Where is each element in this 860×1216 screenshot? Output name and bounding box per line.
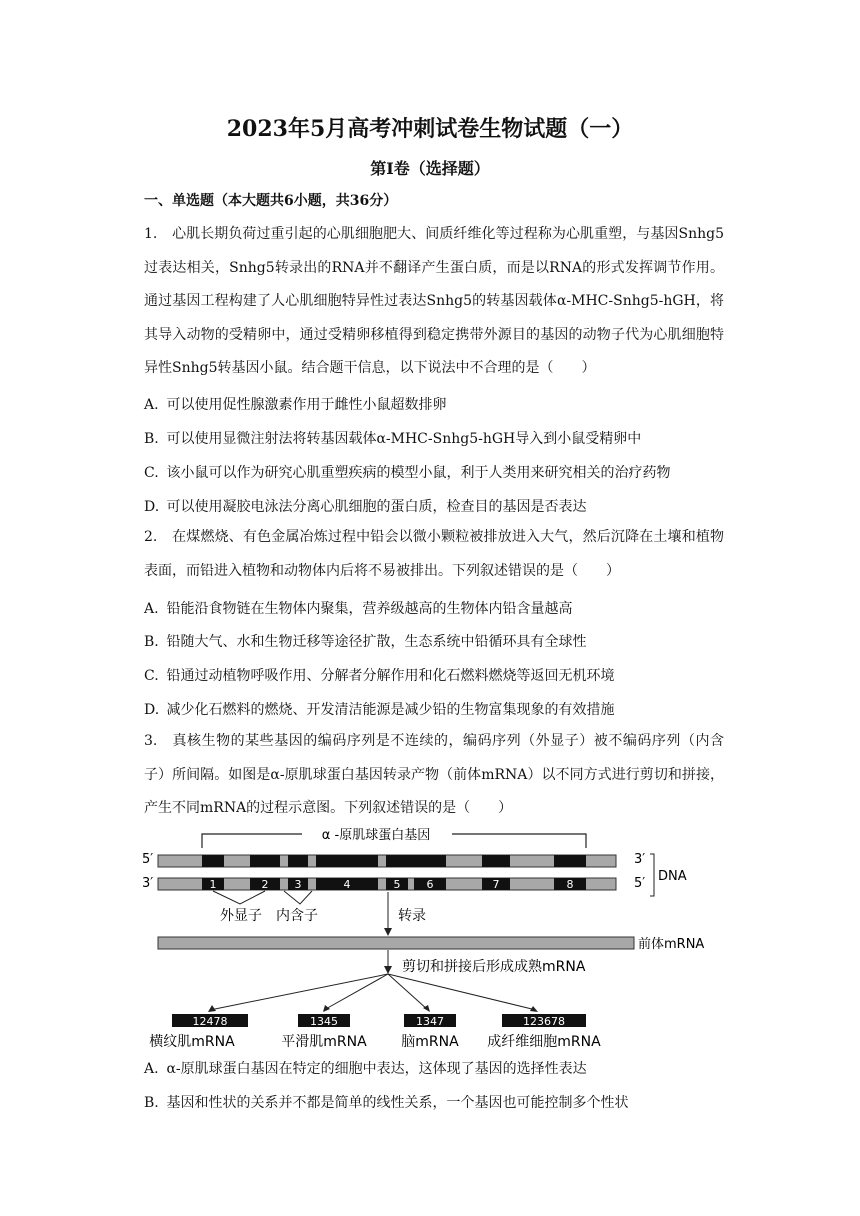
question-1-option-b	[144, 428, 724, 448]
pre-mrna-label: 前体mRNA	[638, 937, 705, 952]
option-letter: C.	[144, 465, 159, 481]
exon-block	[554, 855, 586, 867]
branch-arrow	[324, 974, 388, 1010]
mrna-code: 1347	[416, 1015, 444, 1028]
exon-block	[316, 855, 378, 867]
question-number: 2.	[144, 529, 158, 545]
pre-mrna-strand	[158, 937, 634, 949]
intron-label: 内含子	[276, 908, 318, 924]
splicing-diagram	[140, 824, 740, 1056]
question-2-stem	[144, 521, 724, 588]
exon-block	[202, 855, 224, 867]
arrow-head-icon	[384, 966, 392, 974]
transcription-label: 转录	[398, 908, 426, 924]
question-1-stem	[144, 218, 724, 386]
branch-arrow	[388, 974, 428, 1010]
exon-pointer	[213, 891, 265, 904]
option-letter: D.	[144, 499, 160, 515]
option-letter: C.	[144, 668, 159, 684]
question-text: 心肌长期负荷过重引起的心肌细胞肥大、间质纤维化等过程称为心肌重塑，与基因Snhg5过表达相关，Snhg5转录出的RNA并不翻译产生蛋白质，而是以RNA的形式发挥调节作用。通过基因工程构建了人心肌细胞特异性过表达Snhg5的转基因载体α-MHC-Snhg5-hGH，将其导入动物的受精卵中，通过受精卵移植得到稳定携带外源目的基因的动物子代为心肌细胞特异性Snhg5转基因小鼠。结合题干信息，以下说法中不合理的是（ ）	[144, 226, 724, 377]
page-title: 2023年5月高考冲刺试卷生物试题（一）	[226, 116, 634, 142]
option-letter: A.	[144, 1061, 159, 1077]
mrna-name: 成纤维细胞mRNA	[487, 1034, 601, 1050]
exon-block	[482, 855, 510, 867]
dna-label: DNA	[658, 869, 687, 884]
question-3-option-a	[144, 1058, 724, 1078]
question-number: 3.	[144, 733, 158, 749]
mrna-code: 123678	[523, 1015, 565, 1028]
branch-arrow	[388, 974, 536, 1010]
exon-number: 1	[209, 878, 217, 891]
question-3-option-b	[144, 1092, 724, 1112]
option-text: 基因和性状的关系并不都是简单的线性关系，一个基因也可能控制多个性状	[166, 1095, 629, 1111]
question-number: 1.	[144, 226, 158, 242]
option-text: 铅随大气、水和生物迁移等途径扩散，生态系统中铅循环具有全球性	[166, 634, 587, 650]
dna-bracket	[650, 854, 654, 896]
question-text: 真核生物的某些基因的编码序列是不连续的，编码序列（外显子）被不编码序列（内含子）所间隔。如图是α-原肌球蛋白基因转录产物（前体mRNA）以不同方式进行剪切和拼接，产生不同mRNA的过程示意图。下列叙述错误的是（ ）	[144, 733, 724, 817]
mrna-code: 1345	[310, 1015, 338, 1028]
strand2-left-label: 3′	[142, 876, 154, 891]
exon-number: 8	[566, 878, 574, 891]
option-letter: A.	[144, 397, 159, 413]
question-2-option-c	[144, 665, 724, 685]
question-1-option-a	[144, 394, 724, 414]
exon-number: 2	[261, 878, 269, 891]
option-text: 可以使用促性腺激素作用于雌性小鼠超数排卵	[166, 397, 447, 413]
arrow-head-icon	[530, 1006, 538, 1012]
option-letter: D.	[144, 702, 160, 718]
arrow-head-icon	[323, 1005, 330, 1012]
question-1-option-d	[144, 496, 724, 516]
question-1-option-c	[144, 462, 724, 482]
mrna-code: 12478	[192, 1015, 228, 1028]
question-2-option-b	[144, 631, 724, 651]
strand1-right-label: 3′	[634, 852, 646, 867]
mrna-name: 横纹肌mRNA	[149, 1034, 235, 1050]
exon-number: 4	[343, 878, 351, 891]
exon-label: 外显子	[220, 908, 262, 924]
exon-block	[288, 855, 308, 867]
option-letter: B.	[144, 634, 159, 650]
arrow-head-icon	[208, 1005, 216, 1012]
exon-block	[386, 855, 446, 867]
option-text: 铅能沿食物链在生物体内聚集，营养级越高的生物体内铅含量越高	[166, 601, 573, 617]
intron-pointer	[284, 891, 312, 904]
option-text: 可以使用显微注射法将转基因载体α-MHC-Snhg5-hGH导入到小鼠受精卵中	[166, 431, 642, 447]
option-text: 可以使用凝胶电泳法分离心肌细胞的蛋白质，检查目的基因是否表达	[166, 499, 587, 515]
option-text: α-原肌球蛋白基因在特定的细胞中表达，这体现了基因的选择性表达	[166, 1061, 587, 1077]
arrow-head-icon	[384, 928, 392, 936]
branch-arrow	[210, 974, 388, 1010]
exon-number: 3	[294, 878, 302, 891]
volume-subtitle: 第I卷（选择题）	[370, 159, 490, 178]
option-letter: B.	[144, 1095, 159, 1111]
exon-number: 5	[393, 878, 401, 891]
option-letter: B.	[144, 431, 159, 447]
option-text: 减少化石燃料的燃烧、开发清洁能源是减少铅的生物富集现象的有效措施	[166, 702, 615, 718]
strand2-right-label: 5′	[634, 876, 646, 891]
mrna-name: 脑mRNA	[401, 1034, 459, 1050]
question-3-stem	[144, 725, 724, 826]
mrna-name: 平滑肌mRNA	[281, 1034, 367, 1050]
exon-number: 6	[426, 878, 434, 891]
gene-label: α -原肌球蛋白基因	[321, 828, 431, 843]
strand1-left-label: 5′	[142, 852, 154, 867]
section-heading: 一、单选题（本大题共6小题，共36分）	[144, 193, 398, 209]
exon-block	[250, 855, 280, 867]
option-letter: A.	[144, 601, 159, 617]
question-2-option-d	[144, 699, 724, 719]
question-2-option-a	[144, 598, 724, 618]
option-text: 铅通过动植物呼吸作用、分解者分解作用和化石燃料燃烧等返回无机环境	[166, 668, 615, 684]
exon-number: 7	[492, 878, 500, 891]
question-text: 在煤燃烧、有色金属冶炼过程中铅会以微小颗粒被排放进入大气，然后沉降在土壤和植物表面，而铅进入植物和动物体内后将不易被排出。下列叙述错误的是（ ）	[144, 529, 724, 579]
splicing-label: 剪切和拼接后形成成熟mRNA	[402, 959, 586, 975]
option-text: 该小鼠可以作为研究心肌重塑疾病的模型小鼠，利于人类用来研究相关的治疗药物	[166, 465, 671, 481]
